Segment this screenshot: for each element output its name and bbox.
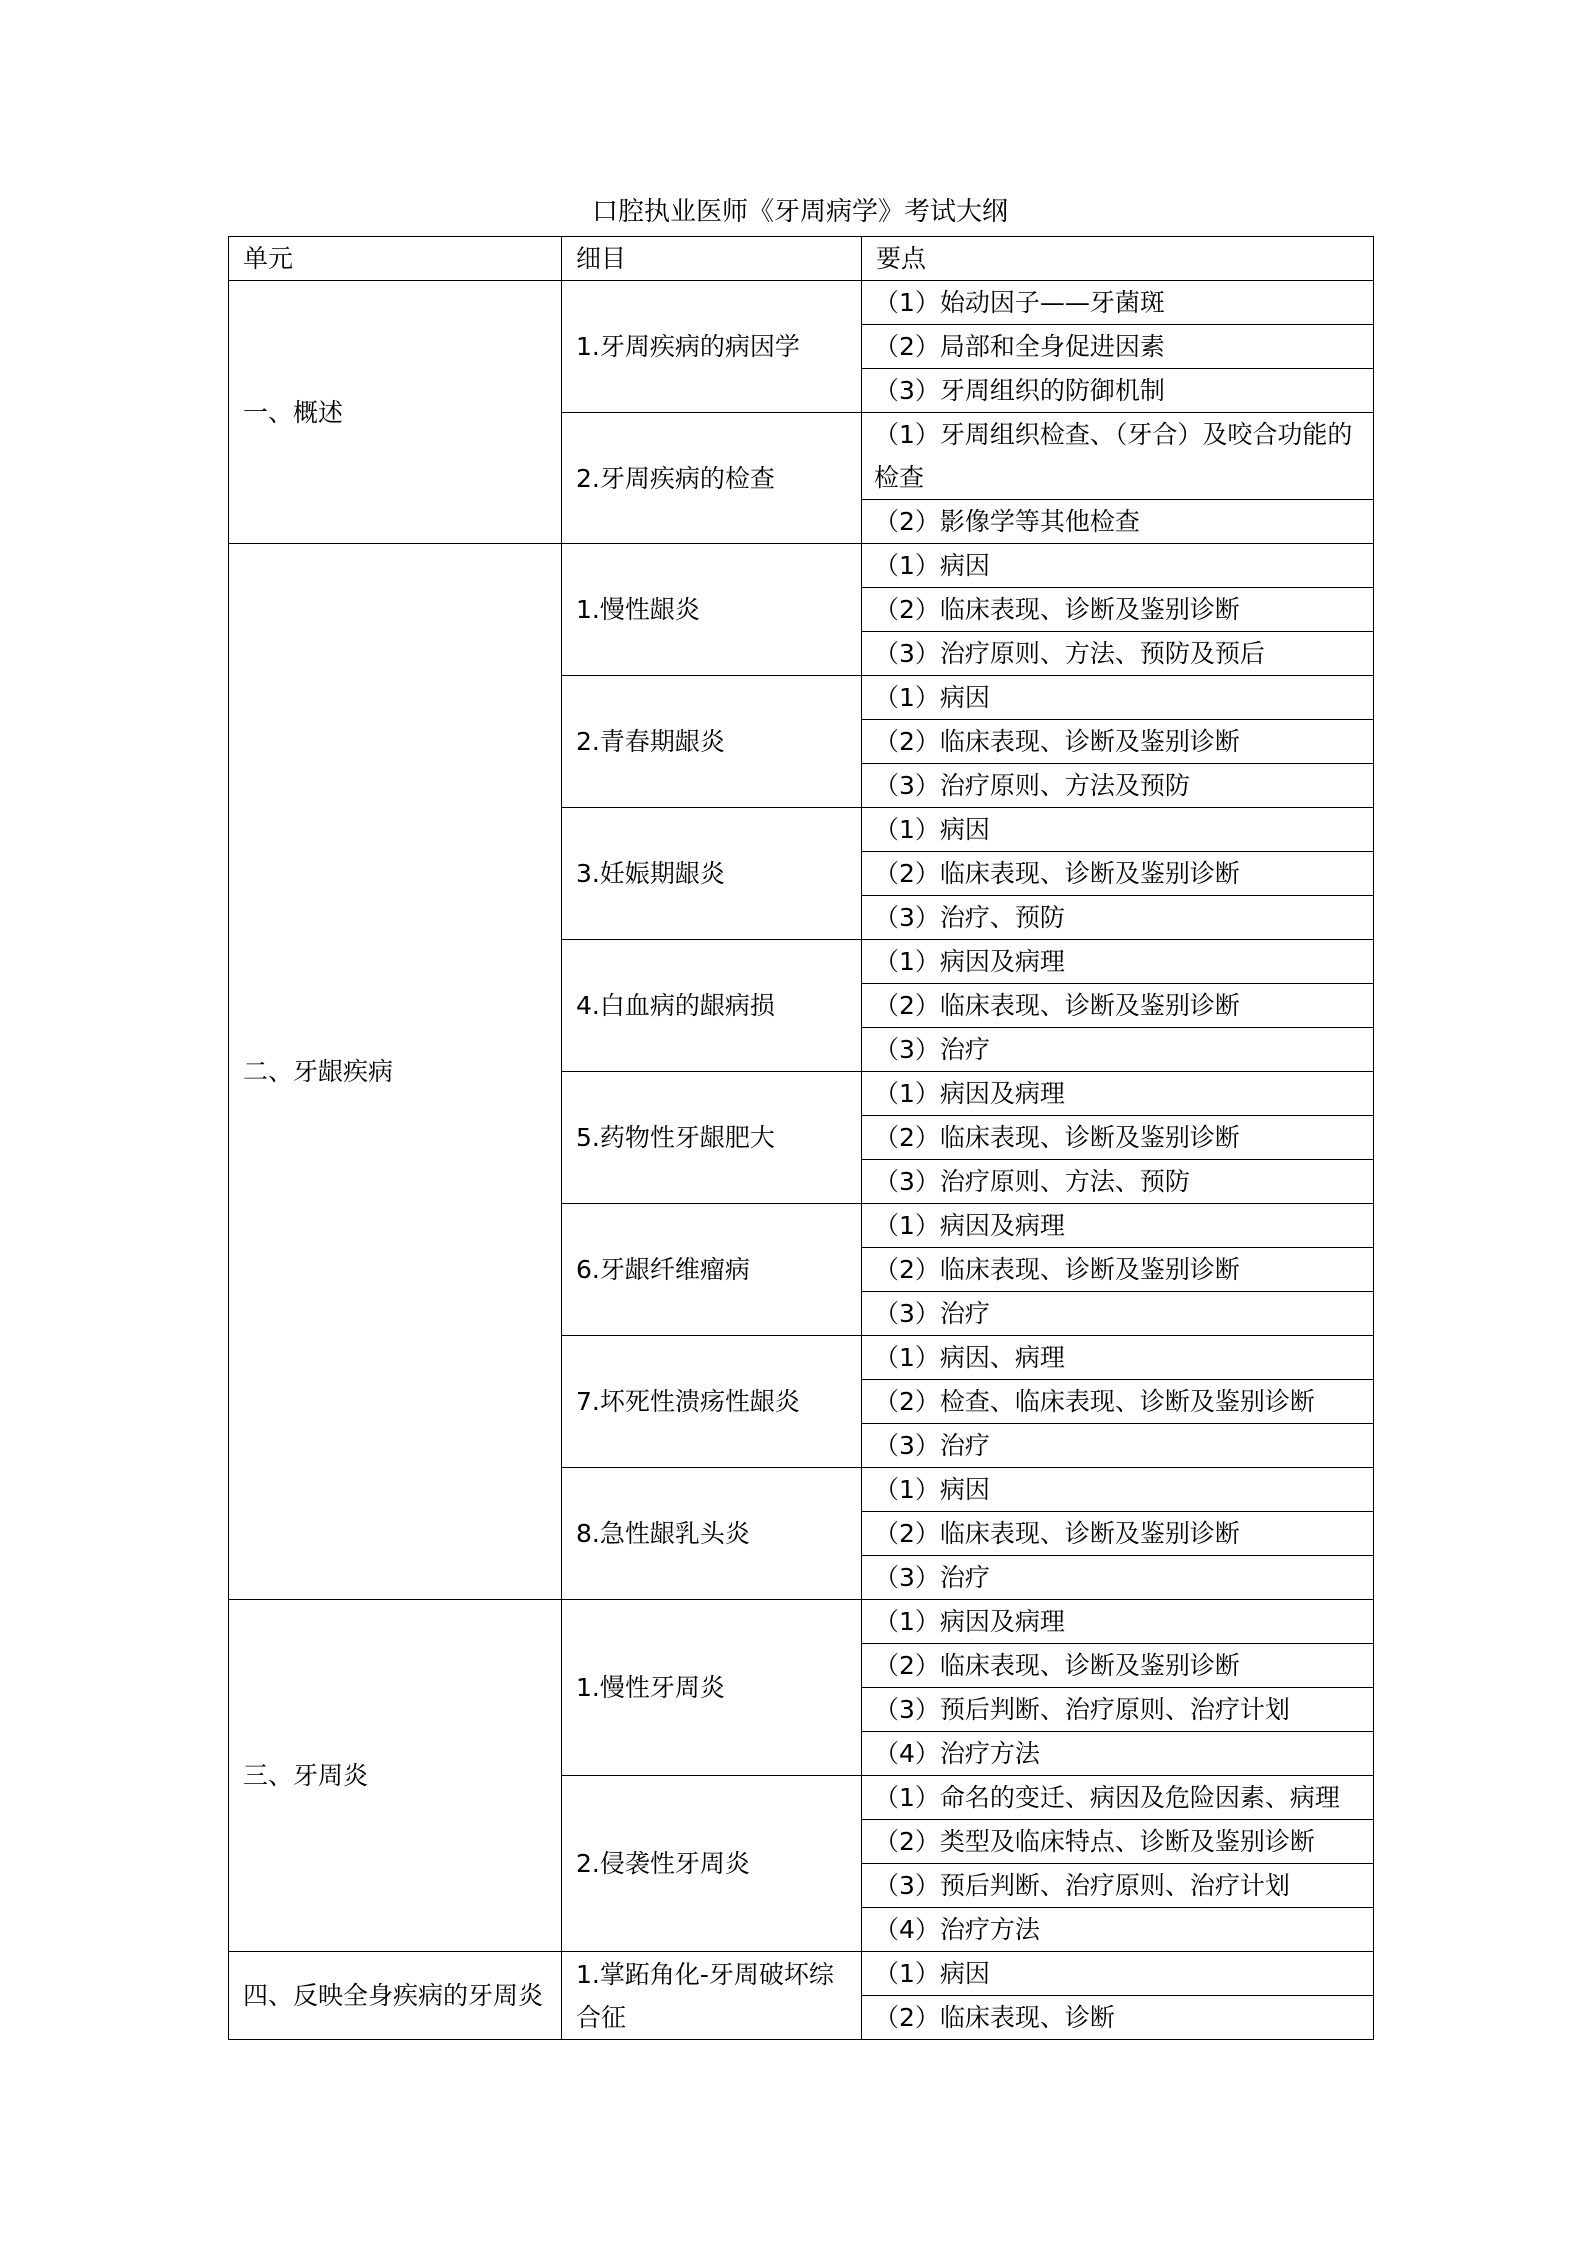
unit-cell: 二、牙龈疾病 — [229, 544, 562, 1600]
keypoint-cell: （3）治疗 — [862, 1292, 1374, 1336]
keypoint-cell: （1）病因及病理 — [862, 1204, 1374, 1248]
keypoint-cell: （2）局部和全身促进因素 — [862, 325, 1374, 369]
subitem-cell: 2.侵袭性牙周炎 — [562, 1776, 862, 1952]
header-keypoints: 要点 — [862, 237, 1374, 281]
unit-cell: 三、牙周炎 — [229, 1600, 562, 1952]
keypoint-cell: （2）临床表现、诊断及鉴别诊断 — [862, 588, 1374, 632]
keypoint-cell: （2）检查、临床表现、诊断及鉴别诊断 — [862, 1380, 1374, 1424]
subitem-cell: 3.妊娠期龈炎 — [562, 808, 862, 940]
keypoint-cell: （2）临床表现、诊断及鉴别诊断 — [862, 720, 1374, 764]
table-row — [229, 281, 1374, 325]
subitem-cell: 1.慢性龈炎 — [562, 544, 862, 676]
keypoint-cell: （2）临床表现、诊断 — [862, 1996, 1374, 2040]
document-title: 口腔执业医师《牙周病学》考试大纲 — [591, 197, 1008, 227]
subitem-cell: 6.牙龈纤维瘤病 — [562, 1204, 862, 1336]
subitem-cell: 1.掌跖角化-牙周破坏综合征 — [562, 1952, 862, 2040]
header-subitem: 细目 — [562, 237, 862, 281]
keypoint-cell: （2）临床表现、诊断及鉴别诊断 — [862, 1248, 1374, 1292]
keypoint-cell: （1）病因 — [862, 676, 1374, 720]
keypoint-cell: （3）治疗 — [862, 1424, 1374, 1468]
keypoint-cell: （1）始动因子——牙菌斑 — [862, 281, 1374, 325]
keypoint-cell: （4）治疗方法 — [862, 1732, 1374, 1776]
keypoint-cell: （3）治疗原则、方法及预防 — [862, 764, 1374, 808]
unit-cell: 一、概述 — [229, 281, 562, 544]
subitem-cell: 2.牙周疾病的检查 — [562, 413, 862, 544]
keypoint-cell: （3）治疗 — [862, 1028, 1374, 1072]
keypoint-cell: （1）病因及病理 — [862, 1600, 1374, 1644]
table-row — [229, 1600, 1374, 1644]
keypoint-cell: （2）临床表现、诊断及鉴别诊断 — [862, 984, 1374, 1028]
keypoint-cell: （3）治疗原则、方法、预防及预后 — [862, 632, 1374, 676]
keypoint-cell: （3）治疗 — [862, 1556, 1374, 1600]
keypoint-cell: （4）治疗方法 — [862, 1908, 1374, 1952]
header-unit: 单元 — [229, 237, 562, 281]
table-row — [229, 544, 1374, 588]
keypoint-cell: （1）病因及病理 — [862, 940, 1374, 984]
keypoint-cell: （1）病因及病理 — [862, 1072, 1374, 1116]
subitem-cell: 7.坏死性溃疡性龈炎 — [562, 1336, 862, 1468]
keypoint-cell: （1）病因 — [862, 544, 1374, 588]
unit-cell: 四、反映全身疾病的牙周炎 — [229, 1952, 562, 2040]
keypoint-cell: （2）临床表现、诊断及鉴别诊断 — [862, 1644, 1374, 1688]
keypoint-cell: （3）牙周组织的防御机制 — [862, 369, 1374, 413]
subitem-cell: 2.青春期龈炎 — [562, 676, 862, 808]
subitem-cell: 5.药物性牙龈肥大 — [562, 1072, 862, 1204]
keypoint-cell: （1）命名的变迁、病因及危险因素、病理 — [862, 1776, 1374, 1820]
subitem-cell: 1.慢性牙周炎 — [562, 1600, 862, 1776]
keypoint-cell: （3）治疗、预防 — [862, 896, 1374, 940]
subitem-cell: 1.牙周疾病的病因学 — [562, 281, 862, 413]
syllabus-table — [228, 236, 1374, 2040]
table-header-row — [229, 237, 1374, 281]
table-body — [229, 281, 1374, 2040]
keypoint-cell: （1）牙周组织检查、（牙合）及咬合功能的检查 — [862, 413, 1374, 500]
subitem-cell: 8.急性龈乳头炎 — [562, 1468, 862, 1600]
keypoint-cell: （2）临床表现、诊断及鉴别诊断 — [862, 1512, 1374, 1556]
keypoint-cell: （2）类型及临床特点、诊断及鉴别诊断 — [862, 1820, 1374, 1864]
keypoint-cell: （2）临床表现、诊断及鉴别诊断 — [862, 852, 1374, 896]
keypoint-cell: （1）病因、病理 — [862, 1336, 1374, 1380]
keypoint-cell: （3）预后判断、治疗原则、治疗计划 — [862, 1864, 1374, 1908]
keypoint-cell: （3）预后判断、治疗原则、治疗计划 — [862, 1688, 1374, 1732]
keypoint-cell: （2）影像学等其他检查 — [862, 500, 1374, 544]
keypoint-cell: （1）病因 — [862, 1952, 1374, 1996]
table-row — [229, 1952, 1374, 1996]
keypoint-cell: （2）临床表现、诊断及鉴别诊断 — [862, 1116, 1374, 1160]
keypoint-cell: （1）病因 — [862, 1468, 1374, 1512]
keypoint-cell: （1）病因 — [862, 808, 1374, 852]
keypoint-cell: （3）治疗原则、方法、预防 — [862, 1160, 1374, 1204]
subitem-cell: 4.白血病的龈病损 — [562, 940, 862, 1072]
